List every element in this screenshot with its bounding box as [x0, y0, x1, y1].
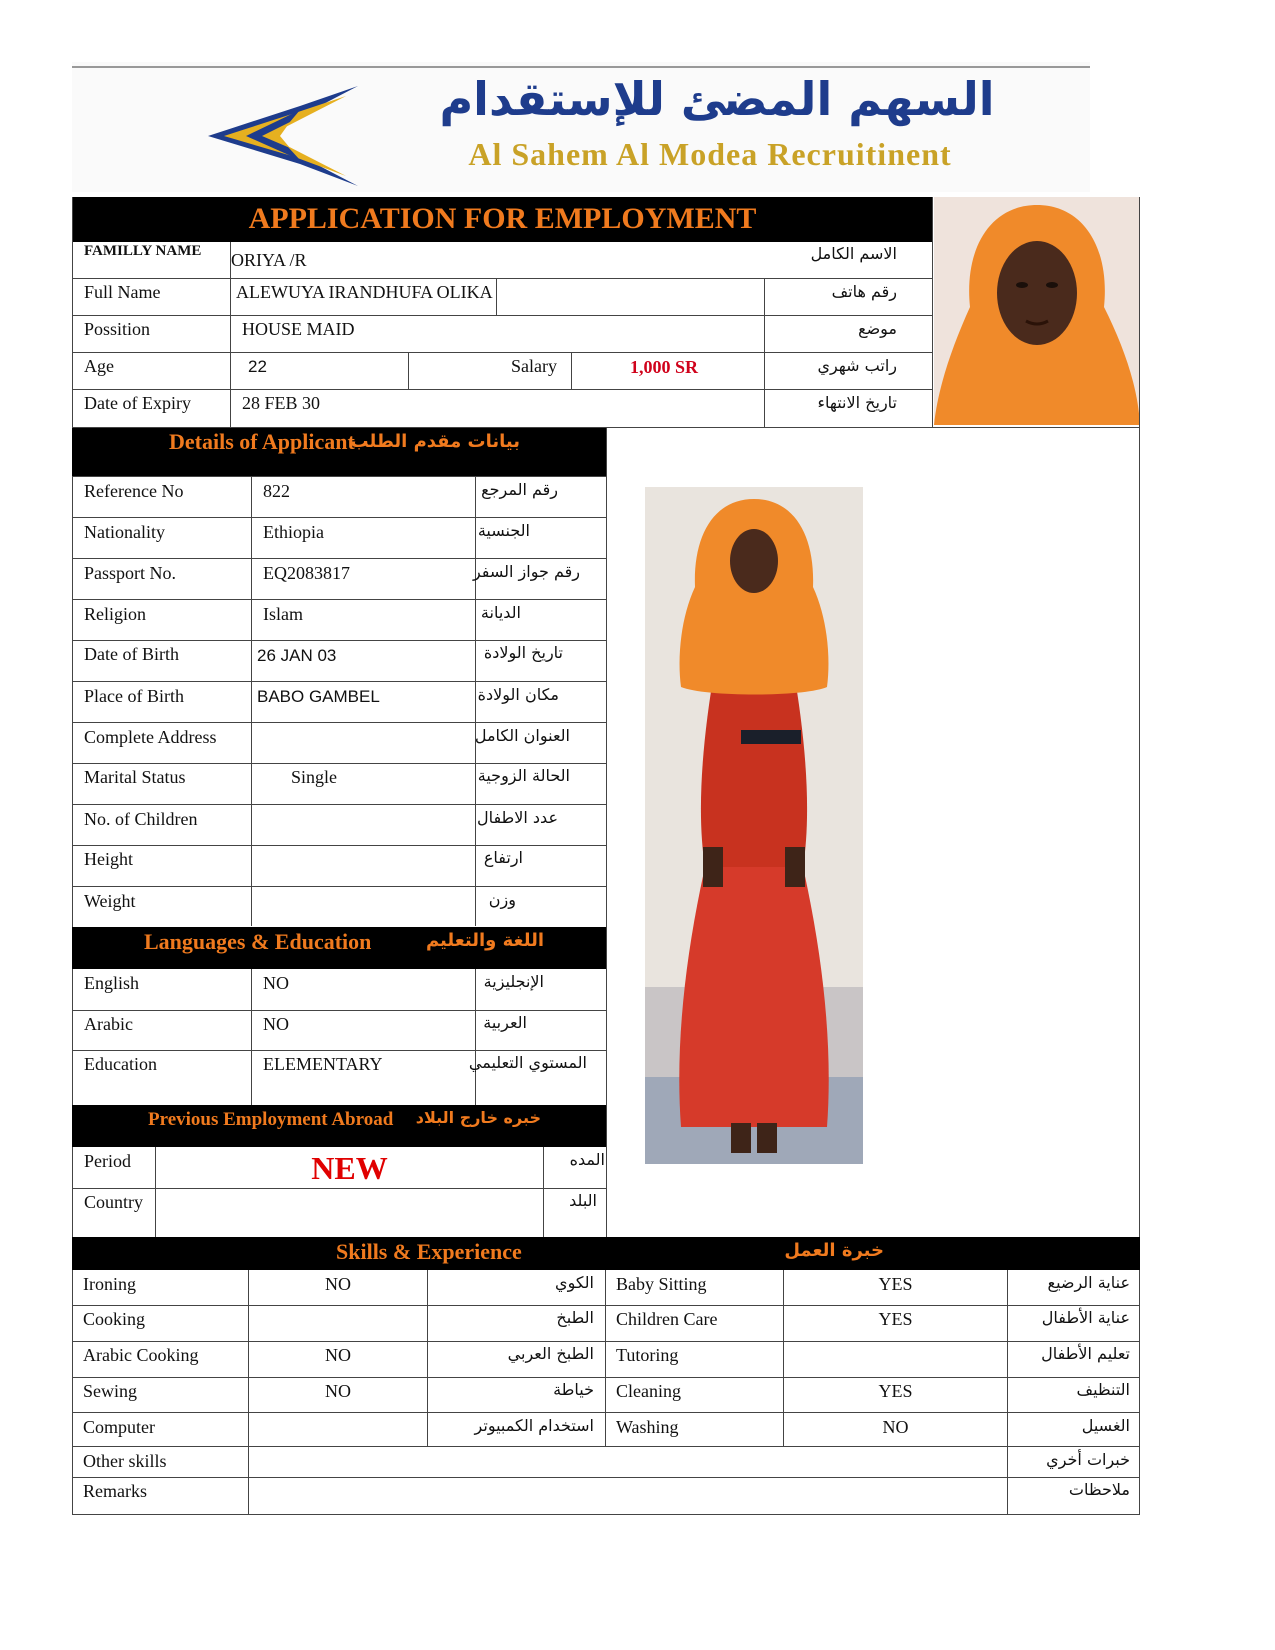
- english-value: NO: [263, 973, 289, 993]
- age-value: 22: [248, 357, 267, 376]
- salary-arabic: راتب شهري: [817, 356, 897, 375]
- skills-header-english: Skills & Experience: [336, 1239, 522, 1264]
- languages-header-bar: [72, 927, 606, 969]
- children-care-label: Children Care: [616, 1309, 718, 1329]
- sewing-value: NO: [325, 1381, 351, 1401]
- full-name-label: Full Name: [84, 282, 161, 302]
- children-care-value: YES: [878, 1309, 913, 1329]
- religion-label: Religion: [84, 604, 146, 624]
- dob-value: 26 JAN 03: [257, 646, 337, 665]
- expiry-label: Date of Expiry: [84, 393, 191, 413]
- education-arabic: المستوي التعليمي: [468, 1053, 587, 1072]
- banner-top-rule: [72, 66, 1090, 68]
- position-value: HOUSE MAID: [242, 319, 355, 339]
- height-label: Height: [84, 849, 133, 869]
- birthplace-value: BABO GAMBEL: [257, 687, 380, 706]
- remarks-label: Remarks: [83, 1481, 147, 1501]
- remarks-arabic: ملاحظات: [1068, 1480, 1130, 1499]
- period-arabic: المده: [569, 1150, 605, 1169]
- other-skills-arabic: خبرات أخري: [1046, 1450, 1130, 1469]
- position-arabic: موضع: [858, 319, 897, 338]
- baby-sitting-value: YES: [878, 1274, 913, 1294]
- arrow-logo-icon: [150, 84, 360, 188]
- applicant-portrait-photo: [934, 197, 1140, 425]
- english-arabic: الإنجليزية: [483, 972, 544, 991]
- computer-arabic: استخدام الكمبيوتر: [474, 1416, 594, 1435]
- ironing-value: NO: [325, 1274, 351, 1294]
- arabic-cooking-value: NO: [325, 1345, 351, 1365]
- baby-sitting-label: Baby Sitting: [616, 1274, 707, 1294]
- passport-label: Passport No.: [84, 563, 177, 583]
- previous-header-english: Previous Employment Abroad: [148, 1109, 394, 1130]
- details-header-arabic: بيانات مقدم الطلب: [350, 431, 520, 452]
- children-arabic: عدد الاطفال: [476, 808, 558, 827]
- sewing-label: Sewing: [83, 1381, 137, 1401]
- religion-value: Islam: [263, 604, 303, 624]
- address-arabic: العنوان الكامل: [474, 726, 570, 745]
- weight-arabic: وزن: [488, 890, 516, 909]
- education-label: Education: [84, 1054, 157, 1074]
- skills-header-bar: [72, 1237, 1140, 1270]
- skills-header-arabic: خبرة العمل: [784, 1240, 884, 1261]
- details-header-english: Details of Applicant: [169, 429, 355, 454]
- height-arabic: ارتفاع: [483, 848, 523, 867]
- application-title-bar: [72, 197, 933, 242]
- passport-arabic: رقم جواز السفر: [472, 562, 580, 581]
- arabic-value: NO: [263, 1014, 289, 1034]
- reference-value: 822: [263, 481, 290, 501]
- previous-status-new: NEW: [311, 1150, 388, 1186]
- previous-header-arabic: خبره خارج البلاد: [415, 1108, 541, 1127]
- weight-label: Weight: [84, 891, 136, 911]
- details-header-bar: [72, 428, 606, 476]
- nationality-value: Ethiopia: [263, 522, 324, 542]
- address-label: Complete Address: [84, 727, 217, 747]
- languages-header-arabic: اللغة والتعليم: [425, 930, 544, 951]
- arabic-cooking-label: Arabic Cooking: [83, 1345, 199, 1365]
- application-title: APPLICATION FOR EMPLOYMENT: [248, 202, 757, 235]
- banner-english-name: Al Sahem Al Modea Recruitinent: [468, 136, 952, 172]
- cleaning-label: Cleaning: [616, 1381, 681, 1401]
- dob-arabic: تاريخ الولادة: [483, 643, 563, 662]
- children-label: No. of Children: [84, 809, 198, 829]
- family-name-arabic: الاسم الكامل: [810, 244, 897, 263]
- religion-arabic: الديانة: [480, 603, 521, 622]
- arabic-cooking-arabic: الطبخ العربي: [507, 1344, 594, 1363]
- cooking-arabic: الطبخ: [556, 1308, 594, 1327]
- expiry-value: 28 FEB 30: [242, 393, 321, 413]
- baby-sitting-arabic: عناية الرضيع: [1047, 1273, 1130, 1292]
- reference-arabic: رقم المرجع: [481, 480, 558, 499]
- other-skills-label: Other skills: [83, 1451, 167, 1471]
- birthplace-arabic: مكان الولادة: [477, 685, 559, 704]
- birthplace-label: Place of Birth: [84, 686, 184, 706]
- cleaning-arabic: التنظيف: [1076, 1380, 1130, 1399]
- previous-header-bar: [72, 1105, 606, 1147]
- country-label: Country: [84, 1192, 144, 1212]
- marital-arabic: الحالة الزوجية: [477, 766, 570, 785]
- expiry-arabic: تاريخ الانتهاء: [817, 393, 897, 412]
- tutoring-label: Tutoring: [616, 1345, 679, 1365]
- family-name-label: FAMILLY NAME: [84, 243, 202, 259]
- salary-value: 1,000 SR: [630, 357, 699, 377]
- company-banner: [72, 62, 1090, 192]
- washing-value: NO: [882, 1417, 909, 1437]
- ironing-arabic: الكوي: [555, 1273, 594, 1292]
- applicant-full-body-photo: [645, 487, 863, 1164]
- ironing-label: Ironing: [83, 1274, 136, 1294]
- dob-label: Date of Birth: [84, 644, 179, 664]
- reference-label: Reference No: [84, 481, 184, 501]
- marital-label: Marital Status: [84, 767, 186, 787]
- family-name-value: ORIYA /R: [231, 250, 307, 270]
- banner-arabic-name: السهم المضئ للإستقدام: [439, 72, 995, 126]
- washing-label: Washing: [616, 1417, 679, 1437]
- full-name-arabic: رقم هاتف: [831, 282, 897, 301]
- sewing-arabic: خياطة: [553, 1380, 594, 1399]
- age-label: Age: [84, 356, 114, 376]
- salary-label: Salary: [511, 356, 557, 376]
- marital-value: Single: [291, 767, 338, 787]
- period-label: Period: [84, 1151, 131, 1171]
- country-arabic: البلد: [569, 1191, 597, 1210]
- nationality-arabic: الجنسية: [477, 521, 530, 540]
- position-label: Possition: [84, 319, 151, 339]
- arabic-arabic: العربية: [483, 1013, 527, 1032]
- washing-arabic: الغسيل: [1081, 1416, 1130, 1435]
- languages-header-english: Languages & Education: [144, 929, 372, 954]
- cleaning-value: YES: [878, 1381, 913, 1401]
- children-care-arabic: عناية الأطفال: [1041, 1308, 1130, 1327]
- arabic-label: Arabic: [84, 1014, 133, 1034]
- tutoring-arabic: تعليم الأطفال: [1041, 1344, 1130, 1363]
- education-value: ELEMENTARY: [263, 1054, 383, 1074]
- passport-value: EQ2083817: [263, 563, 350, 583]
- full-name-value: ALEWUYA IRANDHUFA OLIKA: [236, 282, 493, 302]
- english-label: English: [84, 973, 140, 993]
- cooking-label: Cooking: [83, 1309, 146, 1329]
- nationality-label: Nationality: [84, 522, 165, 542]
- computer-label: Computer: [83, 1417, 155, 1437]
